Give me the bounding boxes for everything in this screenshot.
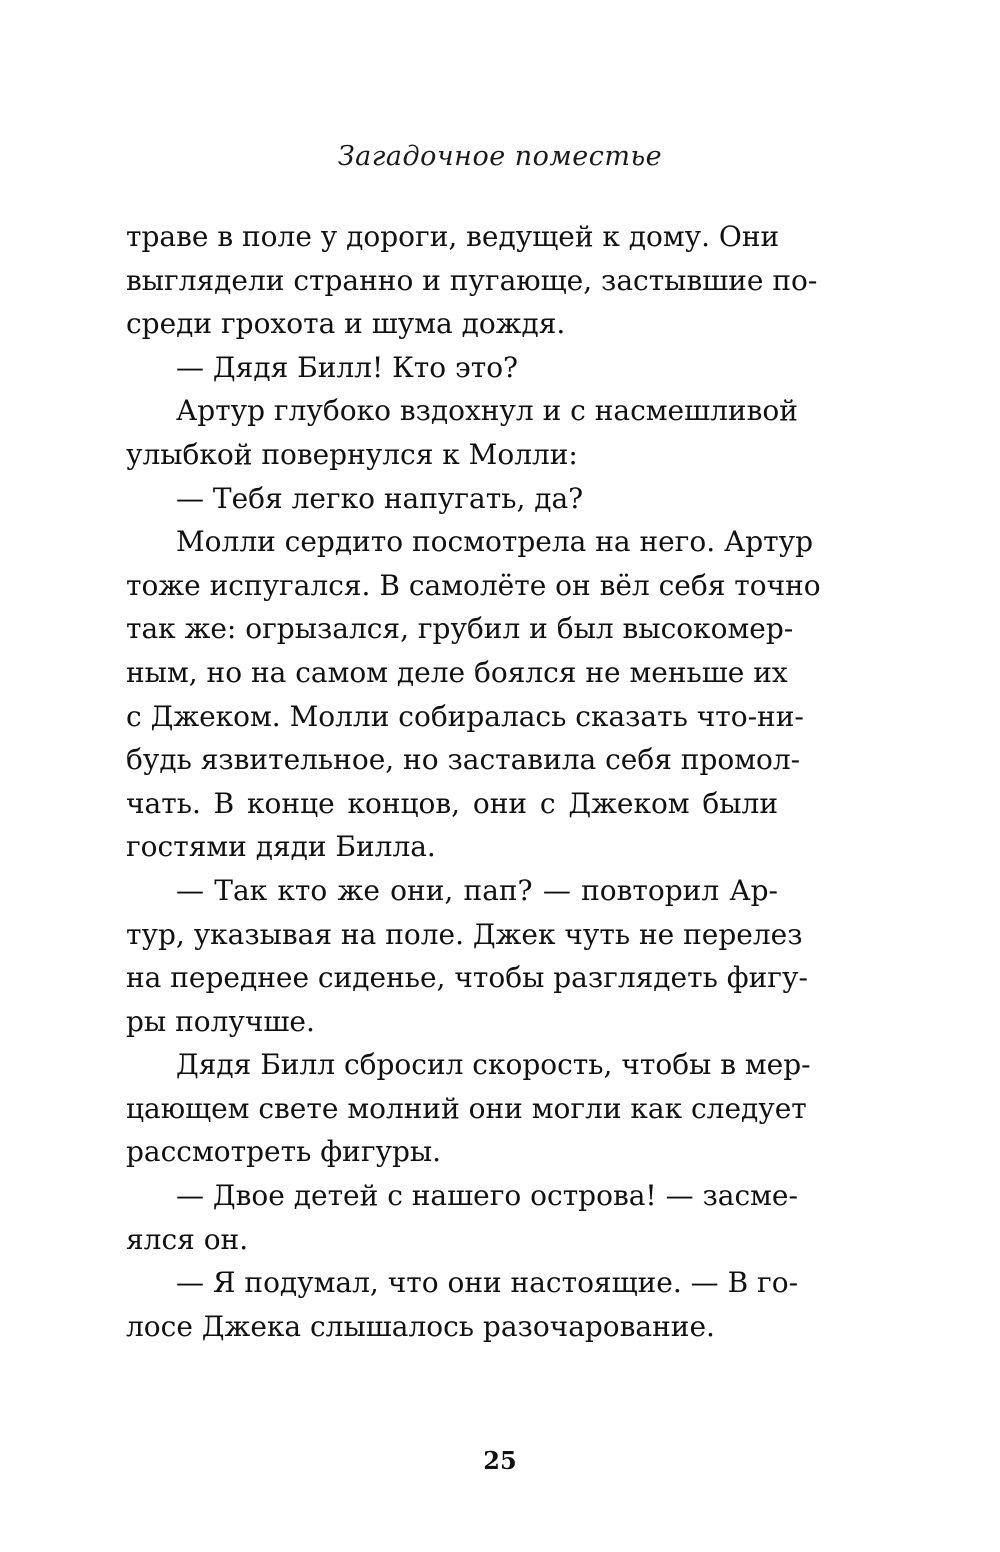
- text-line: — Двое детей с нашего острова! — засме-: [176, 1179, 798, 1213]
- text-line: Молли сердито посмотрела на него. Артур: [176, 525, 814, 559]
- text-line: ры получше.: [126, 1004, 315, 1038]
- text-line: — Тебя легко напугать, да?: [176, 481, 584, 515]
- text-line: рассмотреть фигуры.: [126, 1135, 442, 1169]
- text-line: среди грохота и шума дождя.: [126, 307, 566, 341]
- text-line: выглядели странно и пугающе, застывшие по-: [126, 263, 818, 297]
- text-line: — Я подумал, что они настоящие. — В го-: [176, 1266, 799, 1300]
- text-line: траве в поле у дороги, ведущей к дому. Они: [126, 220, 780, 253]
- text-line: так же: огрызался, грубил и был высокомер-: [126, 612, 794, 646]
- text-line: чать. В конце концов, они с Джеком были: [126, 786, 778, 820]
- text-line: ялся он.: [126, 1222, 249, 1256]
- text-line: тоже испугался. В самолёте он вёл себя точно: [126, 568, 821, 602]
- text-line: — Дядя Билл! Кто это?: [176, 350, 519, 384]
- text-line: цающем свете молний они могли как следует: [126, 1091, 807, 1125]
- page-number: 25: [483, 1446, 517, 1475]
- body-text: [126, 215, 821, 1348]
- running-head: Загадочное поместье: [337, 141, 663, 172]
- text-line: улыбкой повернулся к Молли:: [126, 437, 578, 471]
- text-line: лосе Джека слышалось разочарование.: [126, 1309, 715, 1343]
- text-line: — Так кто же они, пап? — повторил Ар-: [176, 873, 778, 907]
- text-line: гостями дяди Билла.: [126, 830, 436, 864]
- text-line: ным, но на самом деле боялся не меньше их: [126, 655, 788, 689]
- text-line: Дядя Билл сбросил скорость, чтобы в мер-: [176, 1048, 811, 1082]
- text-line: тур, указывая на поле. Джек чуть не перелез: [126, 917, 803, 951]
- text-line: на переднее сиденье, чтобы разглядеть фигу-: [126, 961, 808, 995]
- text-line: Артур глубоко вздохнул и с насмешливой: [176, 394, 798, 428]
- text-line: с Джеком. Молли собиралась сказать что-ни-: [126, 699, 804, 733]
- text-line: будь язвительное, но заставила себя промол-: [126, 743, 801, 777]
